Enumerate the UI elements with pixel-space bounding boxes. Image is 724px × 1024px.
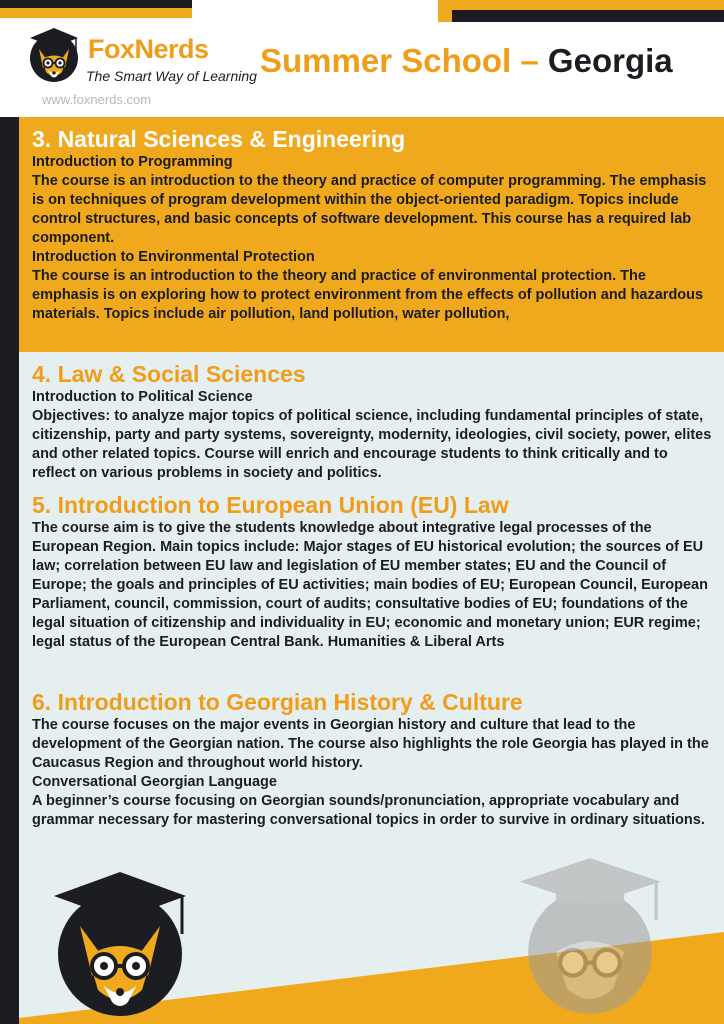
fox-watermark-icon: [510, 856, 670, 1016]
course-description: The course is an introduction to the theory and practice of environmental protection. The emphasis is on exploring how to protect environment from the effects of pollution and hazardous materials. Topics include air pollution, land pollution, water pollution,: [32, 268, 704, 322]
page-title: [260, 42, 673, 80]
top-bar-left-accent: [0, 8, 192, 18]
section-heading: 6. Introduction to Georgian History & Culture: [32, 689, 523, 715]
section-heading: 5. Introduction to European Union (EU) Law: [32, 492, 509, 518]
section-law-social-sciences: [32, 361, 712, 483]
brand-name: FoxNerds: [88, 34, 209, 64]
course-title: Introduction to Environmental Protection: [32, 249, 315, 265]
course-description: A beginner’s course focusing on Georgian sounds/pronunciation, appropriate vocabulary and grammar necessary for mastering conversational topics in order to survive in ordinary situations.: [32, 793, 705, 828]
course-description: The course focuses on the major events in Georgian history and culture that lead to the development of the Georgian nation. The course also highlights the role Georgia has played in the Caucasus Region and throughout world history.: [32, 717, 709, 771]
course-title: Introduction to Political Science: [32, 389, 253, 405]
section-georgian-history: [32, 689, 712, 830]
course-description: Objectives: to analyze major topics of political science, including fundamental principles of state, citizenship, party and party systems, sovereignty, modernity, ideologies, civil society, power, elites and other related topics. Course will enrich and encourage students to think critically and to reflect on various problems in society and politics.: [32, 408, 712, 481]
section-heading: 3. Natural Sciences & Engineering: [32, 126, 406, 152]
fox-graduate-logo-icon: [26, 26, 82, 84]
course-title: Introduction to Programming: [32, 154, 233, 170]
section-heading: 4. Law & Social Sciences: [32, 361, 306, 387]
top-bar-right-accent-notch: [438, 10, 452, 22]
brand-tagline: The Smart Way of Learning: [86, 68, 257, 84]
page-title-accent: Georgia: [547, 42, 673, 79]
course-description: The course is an introduction to the theory and practice of computer programming. The emphasis is on techniques of program development within the object-oriented paradigm. Topics include control structures, and basic concepts of software development. This course has a required lab component.: [32, 173, 707, 246]
course-title: Conversational Georgian Language: [32, 774, 277, 790]
course-description: The course aim is to give the students knowledge about integrative legal processes of the European Region. Main topics include: Major stages of EU historical evolution; the sources of EU law; correlation between EU law and legislation of EU member states; EU and the Council of Europe; the goals and principles of EU activities; main bodies of EU; European Council, European Parliament, council, commission, court of audits; consultative bodies of EU; foundations of the legal situation of citizenship and individuality in EU; economic and monetary union; EUR regime; legal status of the European Central Bank. Humanities & Liberal Arts: [32, 520, 708, 650]
page-title-main: Summer School –: [260, 42, 548, 79]
brand-url: www.foxnerds.com: [42, 92, 152, 107]
section-natural-sciences: [32, 126, 712, 324]
left-rail: [0, 117, 19, 1024]
top-bar-right-accent: [438, 0, 724, 10]
fox-mascot-icon: [50, 868, 190, 1018]
section-eu-law: [32, 492, 712, 652]
